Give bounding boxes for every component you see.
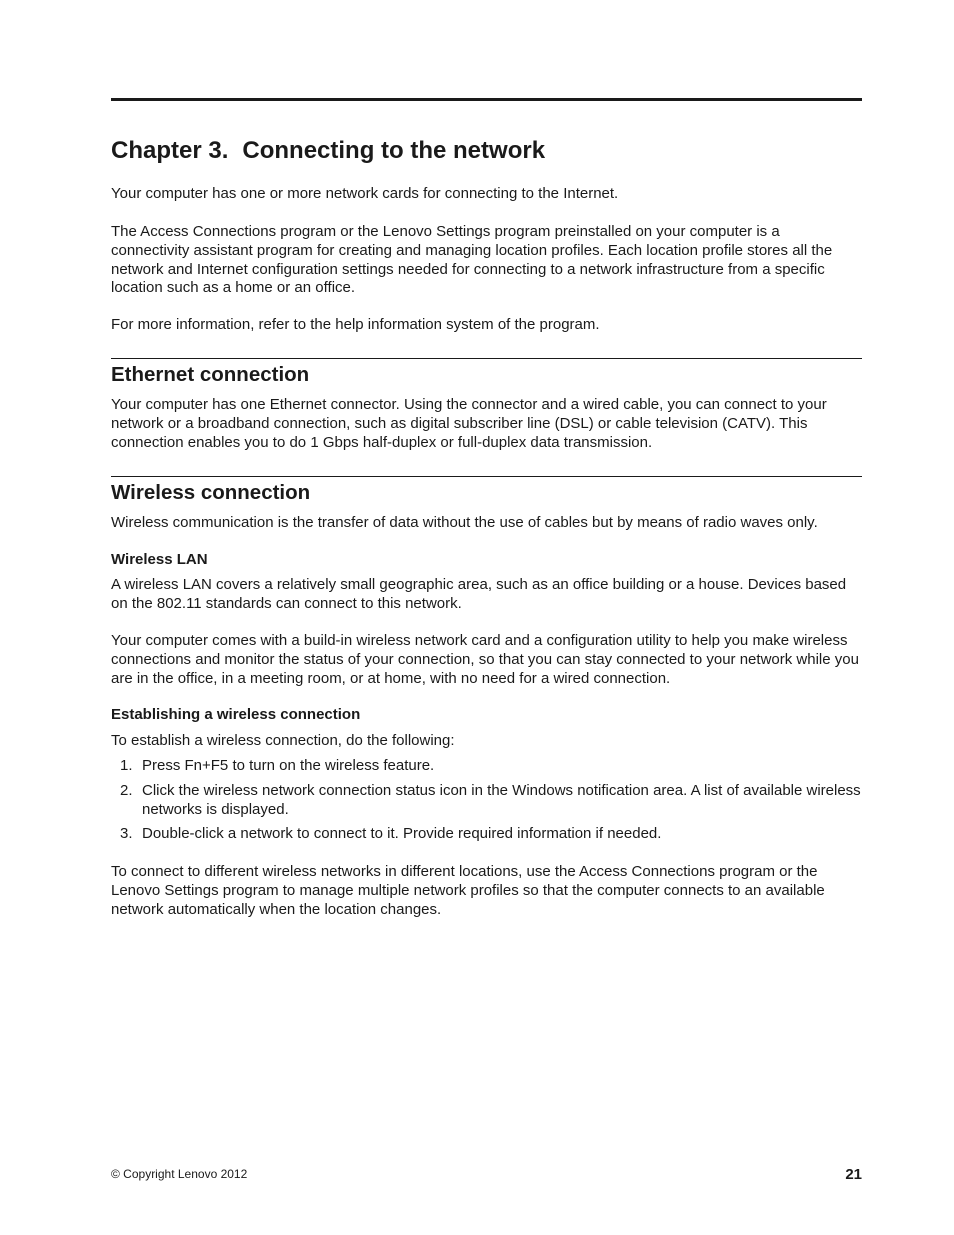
footer-copyright: © Copyright Lenovo 2012 [111,1167,248,1181]
establishing-intro: To establish a wireless connection, do the following: [111,732,455,749]
wireless-heading: Wireless connection [111,481,311,504]
step-number: 1. [120,757,133,774]
step-number: 3. [120,825,133,843]
ethernet-heading: Ethernet connection [111,363,310,386]
chapter-title [111,136,545,166]
establishing-closing-paragraph: To connect to different wireless networks in different locations, use the Access Connections program or the Lenovo Settings program to manage multiple network profiles so that the computer connects to an available network automatically when the location changes. [111,863,825,918]
wireless-lan-paragraph-1: A wireless LAN covers a relatively small geographic area, such as an office building or a house. Devices based on the 802.11 standards can connect to this network. [111,576,847,612]
step-text: Click the wireless network connection status icon in the Windows notification area. A list of available wireless networks is displayed. [142,781,861,818]
wireless-section-rule [111,476,862,477]
step-text: Double-click a network to connect to it. Provide required information if needed. [142,825,662,843]
establishing-heading: Establishing a wireless connection [111,706,361,723]
step-number: 2. [120,781,133,799]
list-item [111,825,862,844]
list-item [111,757,862,776]
wireless-paragraph: Wireless communication is the transfer of data without the use of cables but by means of radio waves only. [111,514,818,531]
wireless-lan-paragraph-2: Your computer comes with a build-in wireless network card and a configuration utility to help you make wireless connections and monitor the status of your connection, so that you can stay connected to your network while you are in the office, in a meeting room, or at home, with no need for a wired connection. [111,632,859,687]
list-item [111,782,862,820]
establishing-steps-list [111,757,862,850]
chapter-top-rule [111,98,862,101]
chapter-name: Connecting to the network [242,137,546,164]
ethernet-paragraph: Your computer has one Ethernet connector. Using the connector and a wired cable, you can connect to your network or a broadband connection, such as digital subscriber line (DSL) or cable television (CATV). This connection enables you to do 1 Gbps half-duplex or full-duplex data transmission. [111,396,827,451]
intro-paragraph-1: Your computer has one or more network cards for connecting to the Internet. [111,185,619,202]
chapter-number: Chapter 3. [111,137,229,164]
wireless-lan-heading: Wireless LAN [111,551,208,568]
intro-paragraph-2: The Access Connections program or the Lenovo Settings program preinstalled on your computer is a connectivity assistant program for creating and managing location profiles. Each location profile stores all the network and Internet configuration settings needed for connecting to a network infrastructure from a specific location such as a home or an office. [111,223,833,297]
intro-paragraph-3: For more information, refer to the help information system of the program. [111,316,600,333]
document-page [111,0,862,1235]
step-text: Press Fn+F5 to turn on the wireless feature. [142,757,435,774]
ethernet-section-rule [111,358,862,359]
footer-page-number: 21 [845,1166,862,1183]
